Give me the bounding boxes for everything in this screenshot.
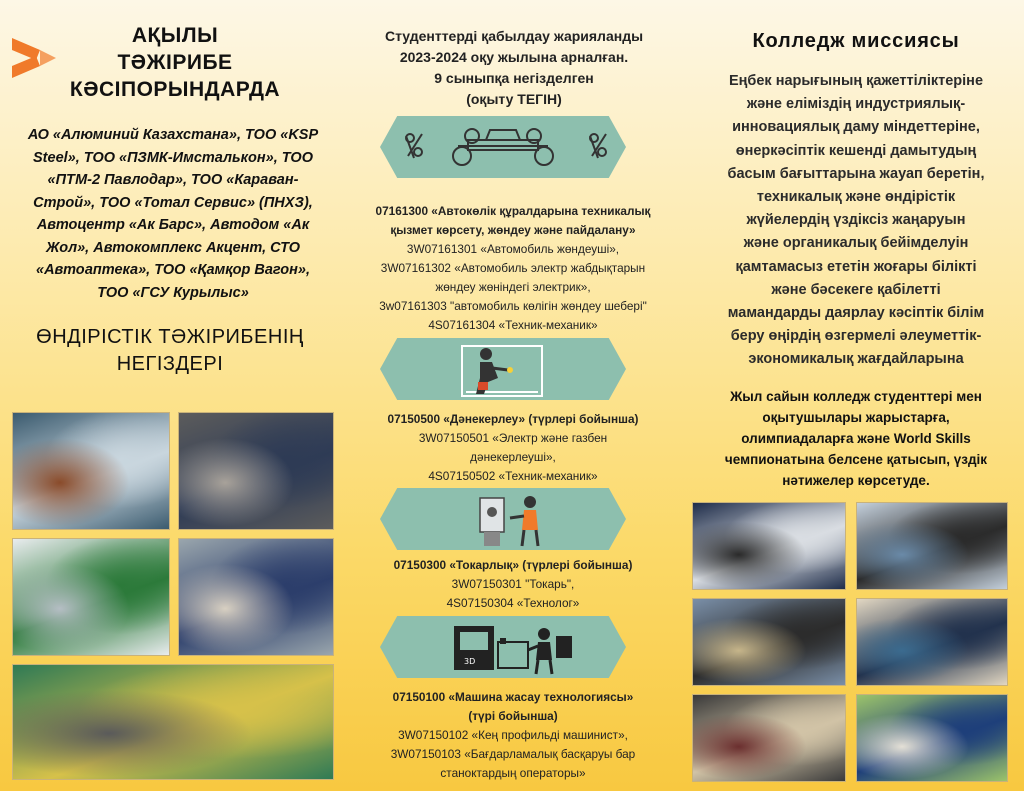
mission-line: басым бағыттарына жауап беретін, — [727, 165, 985, 182]
right-column — [680, 0, 1024, 791]
partner-line: Steel», ТОО «ПЗМК-Имсталькон», ТОО — [33, 149, 313, 166]
partner-line: «Автоаптека», ТОО «Қамқор Вагон», — [36, 262, 310, 278]
admission-line: 9 сыныпқа негізделген — [434, 70, 594, 86]
achieve-line: Жыл сайын колледж студенттері мен — [730, 389, 982, 404]
photo-image — [857, 503, 1007, 589]
mission-line: инновациялық даму міндеттеріне, — [732, 119, 980, 136]
photo-image — [179, 539, 333, 655]
mission-line: техникалық және өндірістік — [756, 189, 956, 206]
partner-line: Жол», Автокомплекс Акцент, СТО — [45, 239, 301, 256]
photo-image — [13, 413, 169, 529]
welder-icon — [380, 338, 626, 400]
admission-line: 2023-2024 оқу жылына арналған. — [399, 49, 629, 65]
title-line: КӘСІПОРЫНДАРДА — [69, 78, 281, 101]
photo-lathe-workshop — [12, 664, 334, 780]
admission-line: (оқыту ТЕГІН) — [466, 91, 562, 107]
mission-line: өнеркәсіптік кешенді дамытудың — [735, 142, 977, 159]
qualification-item: жөндеу жөніндегі электрик», — [435, 280, 591, 294]
specialty-block — [348, 688, 678, 783]
specialty-banner — [380, 338, 626, 400]
mission-line: және еліміздің индустриялық- — [746, 96, 966, 113]
achieve-line: олимпиадаларға және World Skills — [741, 431, 971, 446]
qualification-item: 3W07150102 «Кең профильді машинист», — [398, 728, 628, 742]
achieve-line: чемпионатына белсене қатысып, үздік — [724, 452, 988, 467]
specialty-block — [348, 410, 678, 486]
photo-image — [693, 695, 845, 781]
mission-text — [694, 70, 1018, 372]
svg-text:3D: 3D — [464, 657, 476, 666]
paid-practice-title — [60, 22, 290, 103]
brand-logo-icon — [10, 36, 58, 80]
turner-icon — [380, 488, 626, 550]
photo-image — [857, 599, 1007, 685]
mission-line: экономикалық жағдайларына — [748, 351, 964, 368]
basics-line: НЕГІЗДЕРІ — [116, 353, 224, 375]
mission-line: және бәсекеге қабілетті — [771, 281, 941, 298]
photo-image — [13, 665, 333, 779]
photo-medal-winners — [692, 598, 846, 686]
qualification-item: 3W07161302 «Автомобиль электр жабдықтарын — [380, 261, 646, 275]
achieve-line: нәтижелер көрсетуде. — [782, 473, 930, 488]
photo-welding-workshop — [178, 538, 334, 656]
qualification-item: 3W07150103 «Бағдарламалық басқаруы бар — [390, 747, 636, 761]
car-chassis-icon — [380, 116, 626, 178]
qualification-item: 4S07150304 «Технолог» — [446, 596, 580, 610]
title-line: ТӘЖІРИБЕ — [117, 51, 233, 74]
photo-team-group — [692, 694, 846, 782]
partner-line: АО «Алюминий Казахстана», ТОО «KSP — [27, 127, 319, 143]
specialty-title: 07150500 «Дәнекерлеу» (түрлері бойынша) — [387, 412, 639, 426]
practice-basics-title — [20, 324, 320, 378]
mission-line: мамандарды даярлау кәсіптік білім — [727, 305, 985, 322]
partner-line: «ПТМ-2 Павлодар», ТОО «Караван- — [47, 172, 299, 188]
specialty-banner — [380, 488, 626, 550]
partner-line: ТОО «ГСУ Курылыс» — [97, 284, 249, 301]
partner-companies — [14, 124, 332, 304]
qualification-item: 3w07161303 "автомобиль көлігін жөндеу шебері" — [379, 299, 647, 313]
qualification-item: 3W07150301 "Токарь", — [451, 577, 575, 591]
photo-image — [693, 503, 845, 589]
mission-line: жүйелердің үздіксіз жаңаруын — [746, 212, 966, 229]
qualification-item: 3W07150501 «Электр және газбен — [418, 431, 608, 445]
specialty-title: 07150300 «Токарлық» (түрлері бойынша) — [393, 558, 633, 572]
mission-title: Колледж миссиясы — [752, 30, 960, 52]
left-column — [0, 0, 340, 791]
photo-certificate-winners — [856, 598, 1008, 686]
admission-announcement — [354, 26, 674, 110]
mission-line: Еңбек нарығының қажеттіліктеріне — [728, 73, 984, 89]
mission-line: және органикалық бейімделуін — [743, 235, 969, 252]
photo-car-lift — [12, 538, 170, 656]
mission-line: беру өңірдің өзгермелі әлеуметтік- — [730, 328, 982, 345]
specialty-title: 07161300 «Автокөлік құралдарына техникалық — [375, 204, 651, 218]
photo-engine-repair — [178, 412, 334, 530]
achieve-line: оқытушылары жарыстарға, — [762, 410, 950, 425]
qualification-item: 4S07161304 «Техник-механик» — [428, 318, 598, 332]
qualification-item: дәнекерлеуші», — [470, 450, 556, 464]
specialty-block — [348, 202, 678, 335]
photo-diploma-holders — [856, 694, 1008, 782]
photo-computer-training — [12, 412, 170, 530]
photo-image — [179, 413, 333, 529]
photo-image — [13, 539, 169, 655]
basics-line: ӨНДІРІСТІК ТӘЖІРИБЕНІҢ — [36, 326, 304, 348]
specialty-title: қызмет көрсету, жөндеу және пайдалану» — [390, 223, 636, 237]
photo-award-ceremony-1 — [692, 502, 846, 590]
partner-line: Автоцентр «Ак Барс», Автодом «Ак — [36, 217, 310, 233]
middle-column — [340, 0, 680, 791]
photo-award-ceremony-2 — [856, 502, 1008, 590]
specialty-title: 07150100 «Машина жасау технологиясы» — [392, 690, 634, 704]
title-line: АҚЫЛЫ — [131, 24, 219, 47]
photo-image — [857, 695, 1007, 781]
qualification-item: 3W07161301 «Автомобиль жөндеуші», — [406, 242, 620, 256]
mission-line: қамтамасыз ететін жоғары білікті — [735, 258, 977, 275]
achievements-text — [694, 386, 1018, 491]
specialty-banner — [380, 616, 626, 678]
admission-line: Студенттерді қабылдау жарияланды — [384, 28, 644, 44]
specialty-block — [348, 556, 678, 613]
specialty-title: (түрі бойынша) — [468, 709, 558, 723]
qualification-item: станоктардың операторы» — [440, 766, 586, 780]
specialty-banner — [380, 116, 626, 178]
photo-image — [693, 599, 845, 685]
cnc-machine-icon — [380, 616, 626, 678]
partner-line: Строй», ТОО «Тотал Сервис» (ПНХЗ), — [33, 194, 313, 211]
qualification-item: 4S07150502 «Техник-механик» — [428, 469, 598, 483]
